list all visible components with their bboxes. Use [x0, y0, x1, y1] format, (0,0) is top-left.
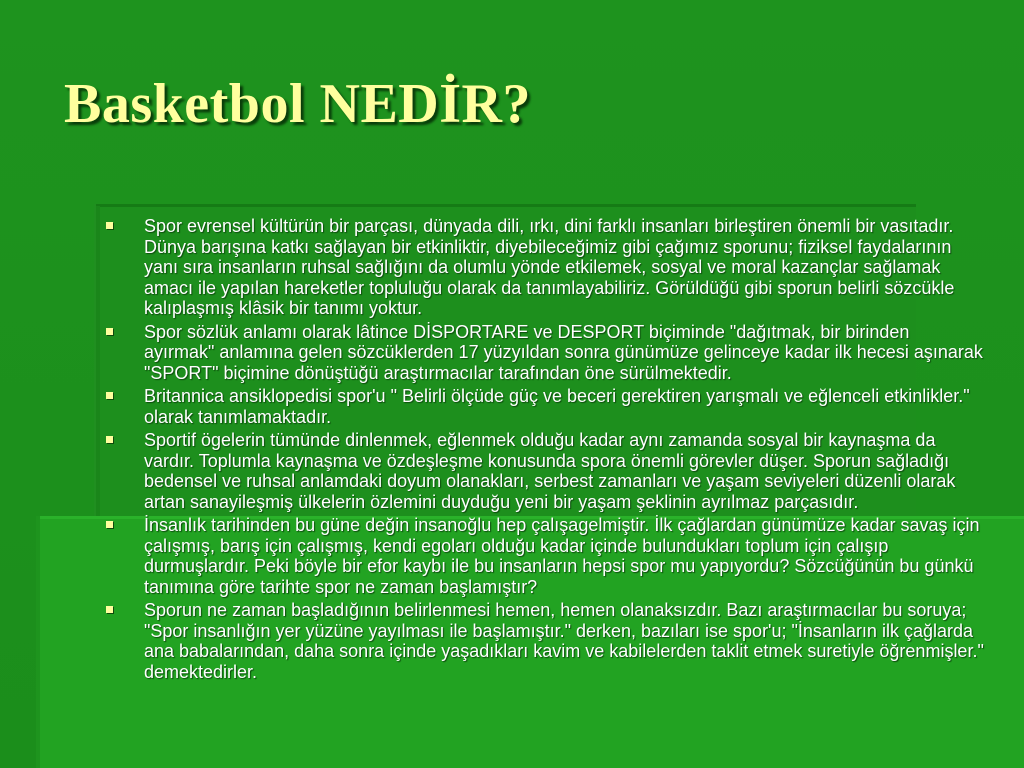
bullet-text: İnsanlık tarihinden bu güne değin insanoğlu hep çalışagelmiştir. İlk çağlardan günümüze kadar savaş için çalışmış, barış için çalışmış, kendi egoları olduğu kadar içinde bulundukları toplum için çalışıp durmuşlardır. Peki böyle bir efor kaybı ile bu insanların hepsi spor mu yapıyordu? Sözcüğünün bu günkü tanımına göre tarihte spor ne zaman başlamıştır? — [144, 515, 980, 597]
square-bullet-icon — [106, 222, 113, 229]
square-bullet-icon — [106, 436, 113, 443]
square-bullet-icon — [106, 606, 113, 613]
square-bullet-icon — [106, 328, 113, 335]
bullet-item — [104, 322, 984, 384]
bullet-item — [104, 600, 984, 682]
bullet-list — [104, 216, 984, 685]
square-bullet-icon — [106, 521, 113, 528]
bullet-text: Spor sözlük anlamı olarak lâtince DİSPORTARE ve DESPORT biçiminde "dağıtmak, bir birinden ayırmak" anlamına gelen sözcüklerden 17 yüzyıldan sonra günümüze gelinceye kadar ilk hecesi aşınarak "SPORT" biçimine dönüştüğü araştırmacılar tarafından öne sürülmektedir. — [144, 321, 983, 383]
lower-decor-panel-left-edge — [36, 516, 40, 768]
upper-decor-panel-top-edge — [96, 204, 916, 207]
bullet-text: Sporun ne zaman başladığının belirlenmesi hemen, hemen olanaksızdır. Bazı araştırmacılar bu soruya; "Spor insanlığın yer yüzüne yayılması ile başlamıştır." derken, bazıları ise spor'u; "İnsanların ilk çağlarda ana babalarından, daha sonra içinde yaşadıkları kavim ve kabilelerden taklit etmek suretiyle öğrenmişler." demektedirler. — [144, 600, 984, 682]
slide-title: Basketbol NEDİR? — [64, 73, 531, 135]
bullet-text: Britannica ansiklopedisi spor'u " Belirli ölçüde güç ve beceri gerektiren yarışmalı ve eğlenceli etkinlikler." olarak tanımlamaktadır. — [144, 386, 970, 427]
bullet-item — [104, 386, 984, 427]
bullet-item — [104, 515, 984, 597]
bullet-item — [104, 430, 984, 512]
upper-decor-panel-left-edge — [96, 206, 100, 526]
bullet-item — [104, 216, 984, 319]
square-bullet-icon — [106, 392, 113, 399]
bullet-text: Sportif ögelerin tümünde dinlenmek, eğlenmek olduğu kadar aynı zamanda sosyal bir kaynaşma da vardır. Toplumla kaynaşma ve özdeşleşme konusunda spora önemli görevler düşer. Sporun sağladığı bedensel ve ruhsal anlamdaki doyum olanakları, serbest zamanları ve yaşam seviyeleri düzenli olarak artan sanayileşmiş ülkelerin özlemini duyduğu yeni bir yaşam şeklinin ayrılmaz parçasıdır. — [144, 430, 956, 512]
bullet-text: Spor evrensel kültürün bir parçası, dünyada dili, ırkı, dini farklı insanları birleştiren önemli bir vasıtadır. Dünya barışına katkı sağlayan bir etkinliktir, diyebileceğimiz gibi çağımız sporunu; fiziksel faydalarının yanı sıra insanların ruhsal sağlığını da olumlu yönde etkilemek, sosyal ve moral kazançlar sağlamak amacı ile yapılan hareketler topluluğu olarak da tanımlayabiliriz. Görüldüğü gibi sporun belirli sözcükle kalıplaşmış klâsik bir tanımı yoktur. — [144, 216, 955, 318]
